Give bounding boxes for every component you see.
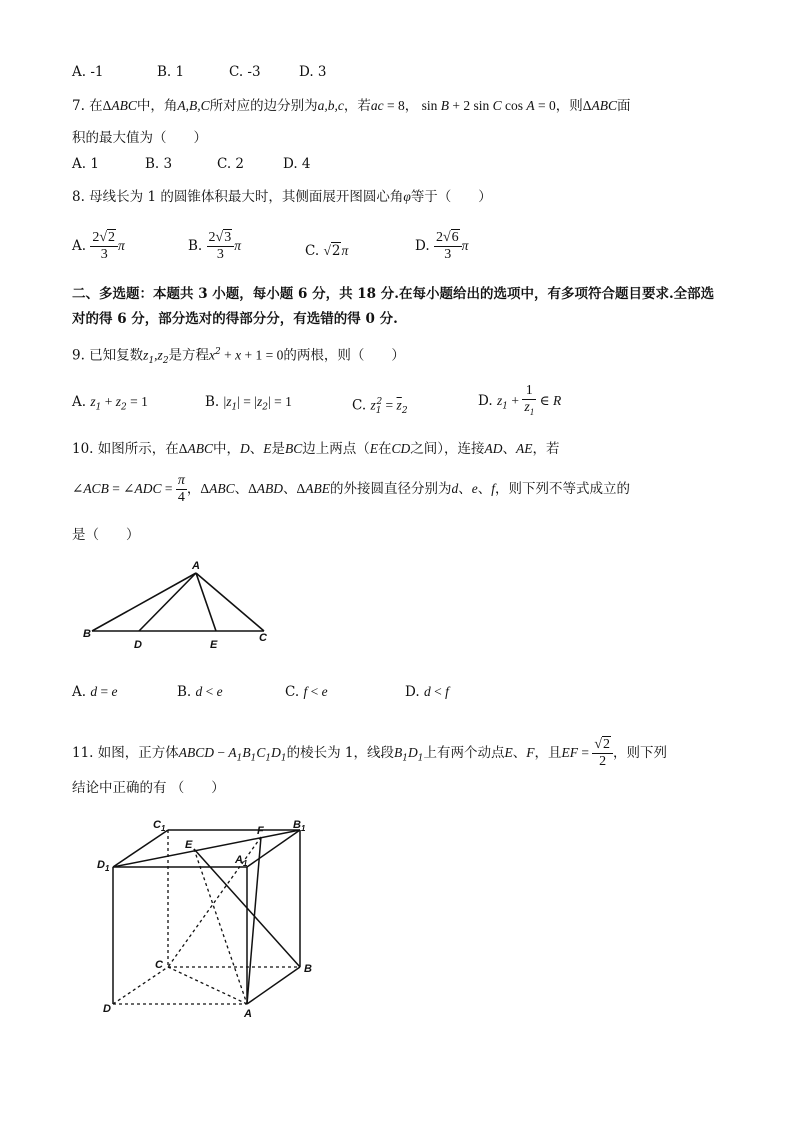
q7-option-d: D. 4 [283,156,311,172]
label-a: A [192,560,200,572]
question-10-line2: ∠ACB = ∠ADC = $\frac{\pi}{4}$ ，ΔABC、ΔABD、ΔABE的外接圆直径分别为d、e、f，则下列不等式成立的 [72,473,630,505]
question-7-line2: 积的最大值为（ ） [72,130,207,146]
cube-figure [95,812,335,1022]
q10-option-a: A. d = e [72,684,118,700]
edge-ab [247,967,300,1004]
q6-option-c: C. -3 [229,64,261,80]
label-c: C [155,959,163,971]
question-9-stem: 9. 已知复数$z_1,z_2$是方程$x^2 + x + 1 = 0$的两根，则（ ） [72,347,405,367]
label-d1: $D_1$ [97,859,110,873]
q9-option-b: B. $|z_1| = |z_2| = 1$ [205,394,292,413]
segment-ea [194,849,247,1004]
q8-option-d: D. $\frac{2√6}{3}$ π [415,230,469,262]
q10-option-c: C. f < e [285,684,328,700]
q7-option-b: B. 3 [145,156,173,172]
q9-option-c: C. $z_1^2 = \overline{z}_2$ [352,397,408,417]
segment-ad [139,573,196,631]
q8-option-a: A. $\frac{2√2}{3}$ π [72,230,125,262]
question-7-stem: 7. 在ΔABC中，角A,B,C所对应的边分别为a,b,c，若ac = 8， sin B + 2 sin C cos A = 0，则ΔABC面 [72,98,631,114]
question-11-stem: 11. 如图，正方体ABCD − $A_1B_1C_1D_1$的棱长为 1，线段$B_1D_1$上有两个动点E、F，且EF = $\frac{√2}{2}$ ，则下列 [72,737,668,769]
label-c1: $C_1$ [153,819,166,833]
edge-dc [113,967,168,1004]
label-e: E [185,839,193,851]
question-11-line2: 结论中正确的有 （ ） [72,780,225,796]
segment-ab [92,573,196,631]
q9-option-d: D. $z_1$ + $\frac{1}{z_1}$ ∈ R [478,383,562,417]
label-b: B [83,628,91,640]
label-a: A [244,1008,252,1020]
segment-ca [168,967,247,1004]
q10-option-d: D. d < f [405,684,449,700]
q6-option-d: D. 3 [299,64,327,80]
label-a1: $A_1$ [235,854,248,868]
label-d: D [134,639,142,651]
section-2-heading-line2: 对的得 6 分，部分选对的得部分分，有选错的得 0 分. [72,311,398,327]
label-d: D [103,1003,111,1015]
question-10-stem: 10. 如图所示，在ΔABC中，D、E是BC边上两点（E在CD之间），连接AD、AE，若 [72,441,560,457]
q7-option-c: C. 2 [217,156,245,172]
triangle-figure [80,557,280,652]
q10-option-b: B. d < e [177,684,223,700]
label-f: F [257,825,264,837]
label-e: E [210,639,218,651]
q6-option-a: A. -1 [72,64,104,80]
section-2-heading: 二、多选题：本题共 3 小题，每小题 6 分，共 18 分.在每小题给出的选项中，有多项符合题目要求.全部选 [72,286,715,302]
label-c: C [259,632,267,644]
question-10-line3: 是（ ） [72,527,140,543]
label-b1: $B_1$ [293,819,306,833]
q9-option-a: A. $z_1 + z_2 = 1$ [72,394,148,413]
question-8-stem: 8. 母线长为 1 的圆锥体积最大时，其侧面展开图圆心角φ等于（ ） [72,189,492,205]
q7-option-a: A. 1 [72,156,99,172]
label-b: B [304,963,312,975]
q8-option-c: C. √2π [305,243,349,259]
q6-option-b: B. 1 [157,64,185,80]
q8-option-b: B. $\frac{2√3}{3}$ π [188,230,241,262]
